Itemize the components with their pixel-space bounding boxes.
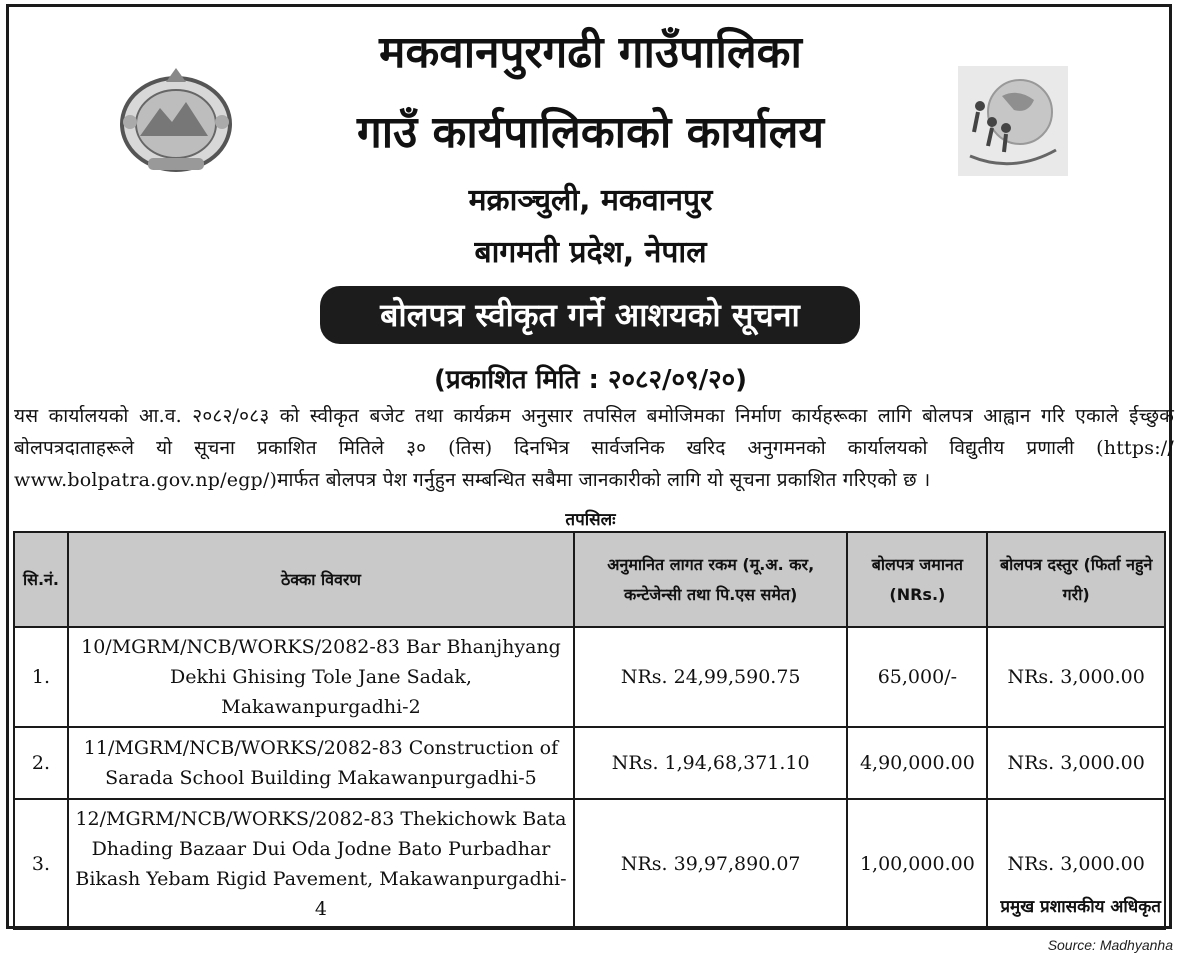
header-bid-fee: बोलपत्र दस्तुर (फिर्ता नहुने गरी)	[987, 532, 1165, 627]
cell-sn: 3.	[14, 799, 68, 929]
cell-description: 12/MGRM/NCB/WORKS/2082-83 Thekichowk Bata Dhading Bazaar Dui Oda Jodne Bato Purbadhar Bikash Yebam Rigid Pavement, Makawanpurgadhi- 4	[68, 799, 574, 929]
cell-description: 10/MGRM/NCB/WORKS/2082-83 Bar Bhanjhyang Dekhi Ghising Tole Jane Sadak, Makawanpurgadhi-2	[68, 627, 574, 727]
publication-date: (प्रकाशित मिति : २०८२/०९/२०)	[433, 365, 748, 395]
cell-security: 65,000/-	[847, 627, 987, 727]
cell-cost: NRs. 24,99,590.75	[574, 627, 847, 727]
cell-sn: 2.	[14, 727, 68, 799]
cell-sn: 1.	[14, 627, 68, 727]
cell-cost: NRs. 39,97,890.07	[574, 799, 847, 929]
header-sn: सि.नं.	[14, 532, 68, 627]
schedule-label: तपसिलः	[565, 510, 616, 530]
table-row	[14, 627, 1165, 727]
province-country: बागमती प्रदेश, नेपाल	[474, 235, 707, 270]
cell-security: 4,90,000.00	[847, 727, 987, 799]
cell-security: 1,00,000.00	[847, 799, 987, 929]
header-bid-security: बोलपत्र जमानत (NRs.)	[847, 532, 987, 627]
notice-banner: बोलपत्र स्वीकृत गर्ने आशयको सूचना	[320, 286, 860, 344]
office-title: गाउँ कार्यपालिकाको कार्यालय	[356, 107, 825, 158]
notice-body: यस कार्यालयको आ.व. २०८२/०८३ को स्वीकृत बजेट तथा कार्यक्रम अनुसार तपसिल बमोजिमका निर्माण कार्यहरूका लागि बोलपत्र आह्वान गरि एकाले ईच्छुक बोलपत्रदाताहरूले यो सूचना प्रकाशित मितिले ३० (तिस) दिनभित्र सार्वजनिक खरिद अनुगमनको कार्यालयको विद्युतीय प्रणाली (https:// www.bolpatra.gov.np/egp/)मार्फत बोलपत्र पेश गर्नुहुन सम्बन्धित सबैमा जानकारीको लागि यो सूचना प्रकाशित गरिएको छ ।	[14, 405, 1174, 491]
table-row	[14, 799, 1165, 929]
table-row	[14, 727, 1165, 799]
works-table	[13, 531, 1166, 930]
header-description: ठेक्का विवरण	[68, 532, 574, 627]
table-header-row	[14, 532, 1165, 627]
header-estimated-cost: अनुमानित लागत रकम (मू.अ. कर, कन्टेजेन्सी तथा पि.एस समेत)	[574, 532, 847, 627]
cell-fee: NRs. 3,000.00	[987, 627, 1165, 727]
source-credit: Source: Madhyanha	[1047, 937, 1173, 953]
office-location: मक्राञ्चुली, मकवानपुर	[468, 183, 713, 218]
cell-cost: NRs. 1,94,68,371.10	[574, 727, 847, 799]
cell-fee: NRs. 3,000.00	[987, 727, 1165, 799]
cell-description: 11/MGRM/NCB/WORKS/2082-83 Construction of Sarada School Building Makawanpurgadhi-5	[68, 727, 574, 799]
cell-fee: NRs. 3,000.00	[987, 799, 1165, 929]
signatory-title: प्रमुख प्रशासकीय अधिकृत	[1000, 897, 1161, 917]
municipality-title: मकवानपुरगढी गाउँपालिका	[379, 27, 802, 78]
